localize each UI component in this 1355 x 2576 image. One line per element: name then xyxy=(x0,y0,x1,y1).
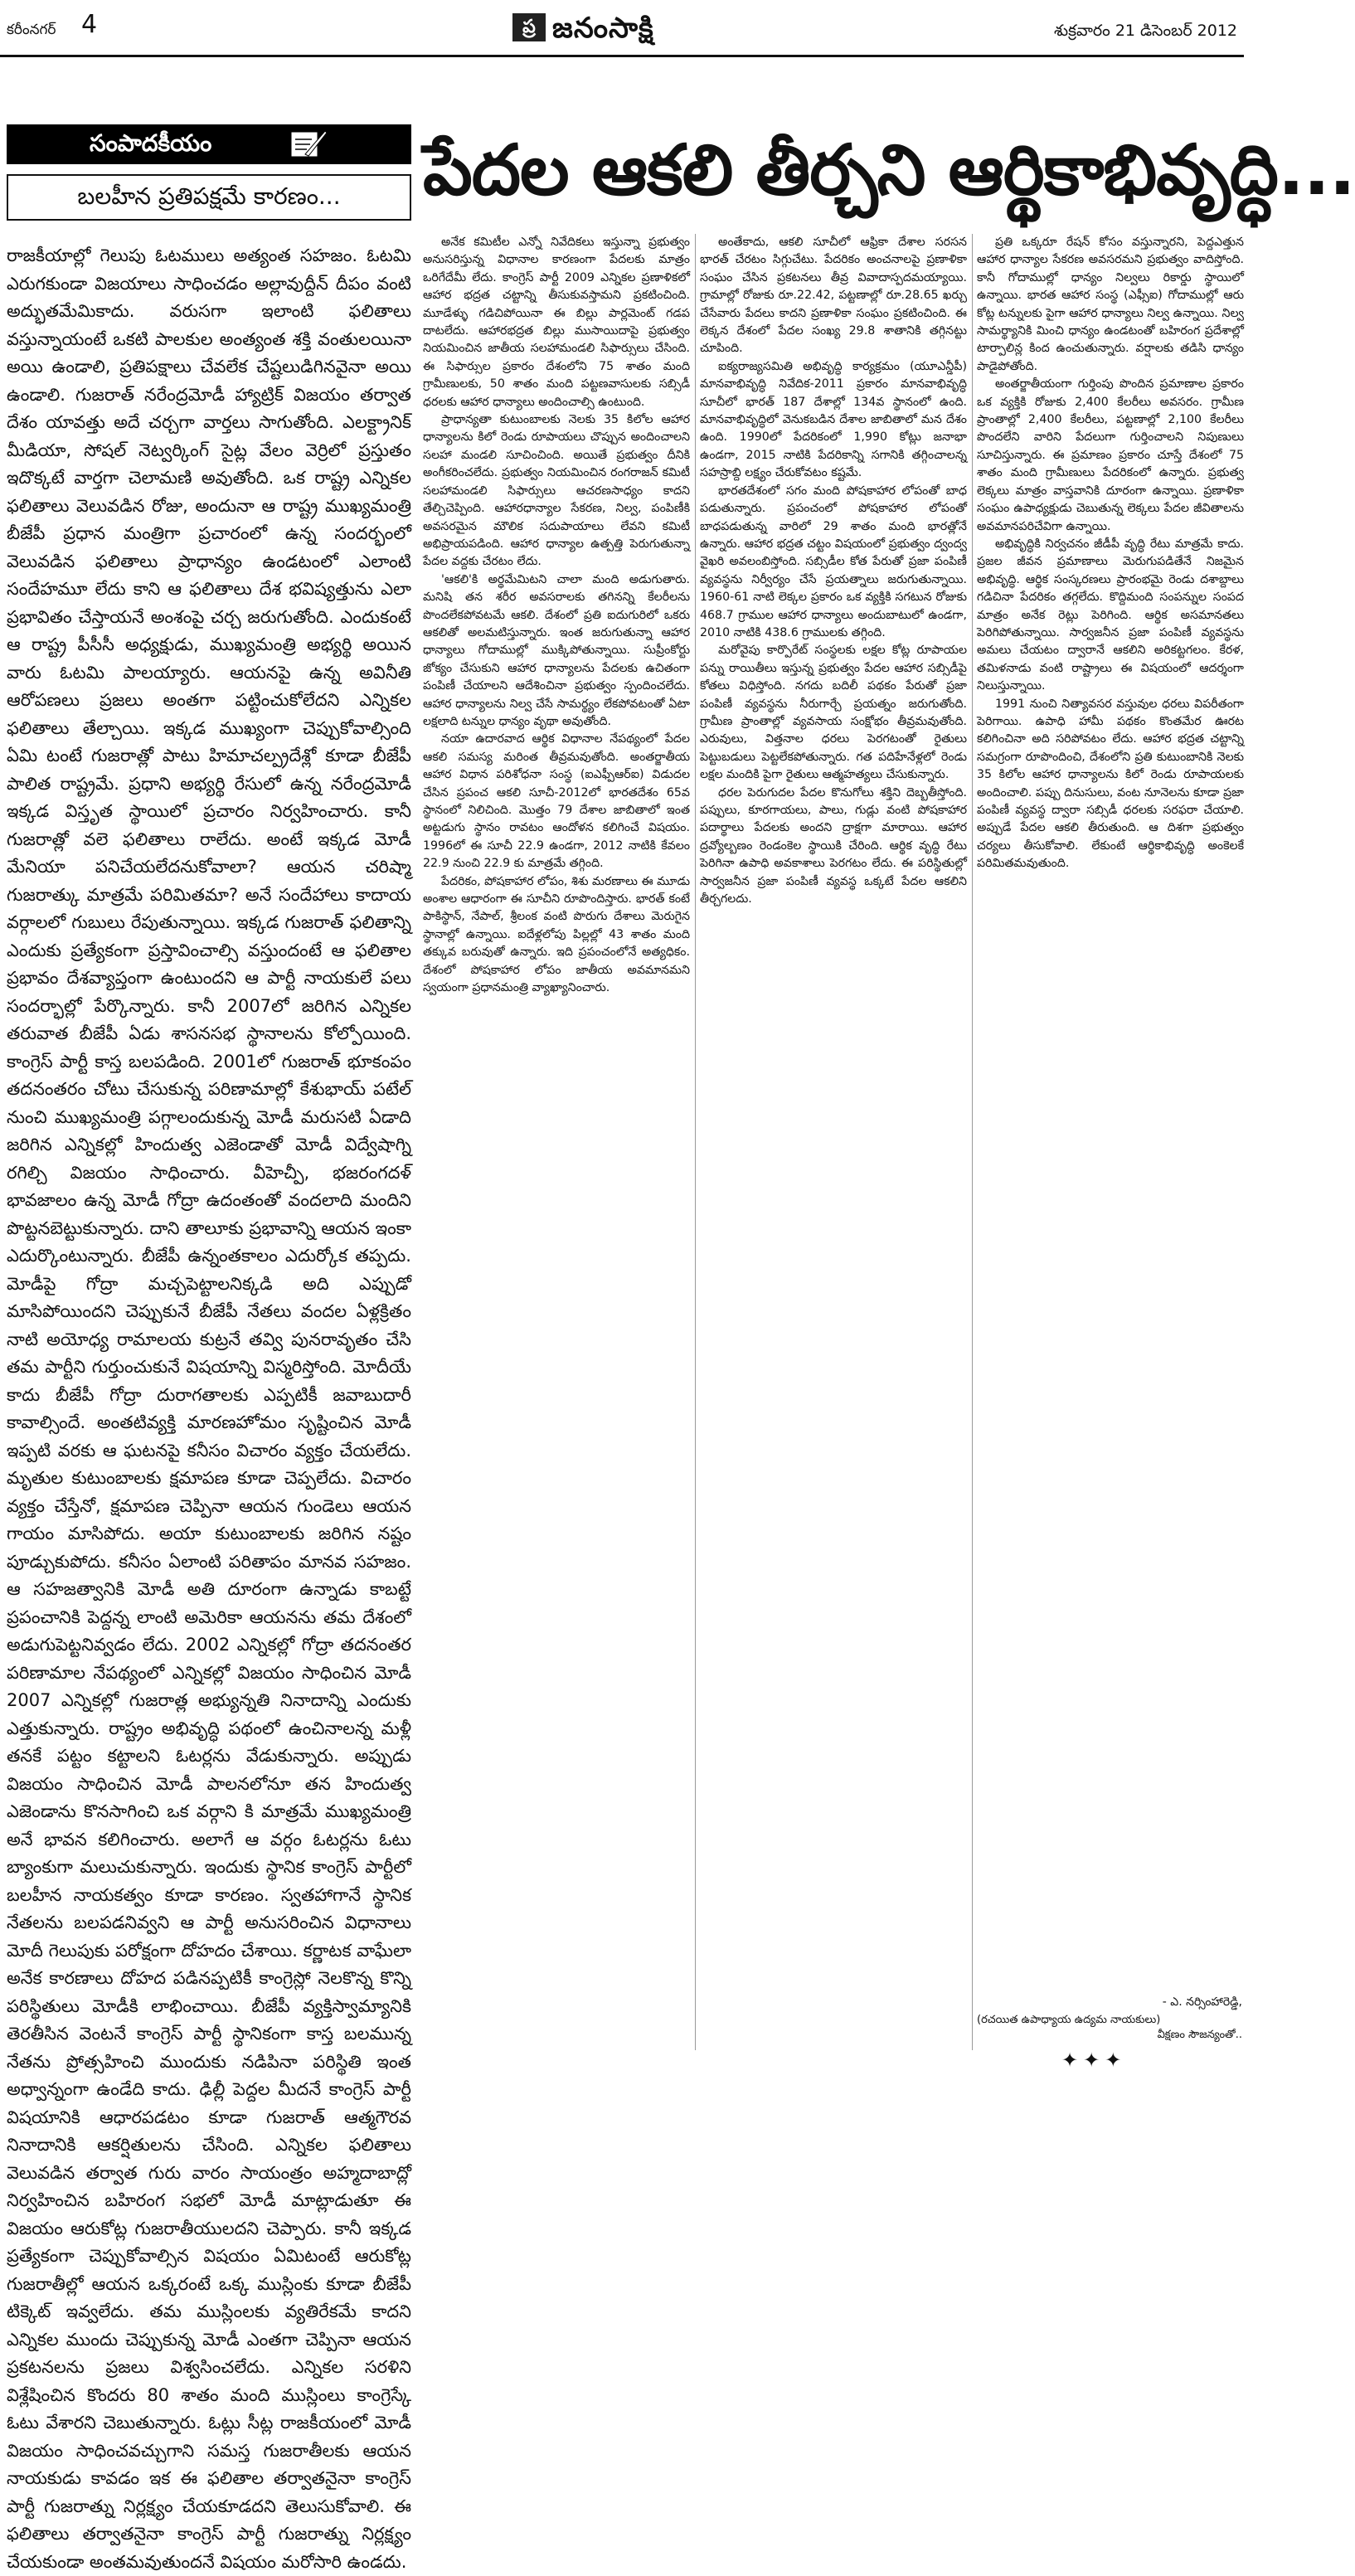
article-paragraph: ఐక్యరాజ్యసమితి అభివృద్ధి కార్యక్రమం (యూఎన్డీపీ) మానవాభివృద్ధి నివేదిక-2011 ప్రకారం మానవాభివృద్ధి సూచీలో భారత్ 187 దేశాల్లో 134వ స్థానంలో ఉంది. మానవాభివృద్ధిలో వెనుకబడిన దేశాల జాబితాలో మన దేశం ఉంది. 1990లో పేదరికంలో 1,990 కోట్లు జనాభా ఉండగా, 2015 నాటికి పేదరికాన్ని సగానికి తగ్గించాలన్న సహస్రాబ్ది లక్ష్యం చేరుకోవటం కష్టమే. xyxy=(700,359,967,480)
editorial-body: రాజకీయాల్లో గెలుపు ఓటములు అత్యంత సహజం. ఓటమి ఎరుగకుండా విజయాలు సాధించడం అల్లావుద్దీన్ దీపం వంటి అద్భుతమేమికాదు. వరుసగా ఇలాంటి ఫలితాలు వస్తున్నాయంటే ఒకటి పాలకుల అంత్యంత శక్తి వంతులయినా అయి ఉండాలి, ప్రతిపక్షాలు చేవలేక చేష్టలుడిగినవైనా అయి ఉండాలి. గుజరాత్ నరేంద్రమోడీ హ్యాట్రిక్ విజయం తర్వాత దేశం యావత్తు అదే చర్చగా వార్తలు సాగుతోంది. ఎలక్ట్రానిక్ మీడియా, సోషల్ నెట్వర్కింగ్ సైట్ల వేలం వెర్రిలో ప్రస్తుతం ఇదొక్కటే వార్తగా చెలామణి అవుతోంది. ఒక రాష్ట్ర ఎన్నికల ఫలితాలు వెలువడిన రోజు, అందునా ఆ రాష్ట్ర ముఖ్యమంత్రి బీజేపీ ప్రధాన మంత్రిగా ప్రచారంలో ఉన్న సందర్భంలో వెలువడిన ఫలితాలు ప్రాధాన్యం ఉండటంలో ఎలాంటి సందేహమూ లేదు కాని ఆ ఫలితాలు దేశ భవిష్యత్తును ఎలా ప్రభావితం చేస్తాయనే అంశంపై చర్చ జరుగుతోంది. ఎందుకంటే ఆ రాష్ట్ర పీసీసీ అధ్యక్షుడు, ముఖ్యమంత్రి అభ్యర్థి అయిన వారు ఓటమి పాలయ్యారు. ఆయనపై ఉన్న అవినీతి ఆరోపణలు ప్రజలు అంతగా పట్టించుకోలేదని ఎన్నికల ఫలితాలు తేల్చాయి. ఇక్కడ ముఖ్యంగా చెప్పుకోవాల్సింది ఏమి టంటే గుజరాత్లో పాటు హిమాచల్ప్రదేశ్లో కూడా బీజేపీ పాలిత రాష్ట్రమే. ప్రధాని అభ్యర్థి రేసులో ఉన్న నరేంద్రమోడీ ఇక్కడ విస్తృత స్థాయిలో ప్రచారం నిర్వహించారు. కానీ గుజరాత్లో వలె ఫలితాలు రాలేదు. అంటే ఇక్కడ మోడీ మేనియా పనిచేయలేదనుకోవాలా? ఆయన చరిష్మా గుజరాత్కు మాత్రమే పరిమితమా? అనే సందేహాలు కాదాయ వర్గాలలో గుబులు రేపుతున్నాయి. ఇక్కడ గుజరాత్ ఫలితాన్ని ఎందుకు ప్రత్యేకంగా ప్రస్తావించాల్సి వస్తుందంటే ఆ ఫలితాల ప్రభావం దేశవ్యాప్తంగా ఉంటుందని ఆ పార్టీ నాయకులే పలు సందర్భాల్లో పేర్కొన్నారు. కానీ 2007లో జరిగిన ఎన్నికల తరువాత బీజేపీ ఏడు శాసనసభ స్థానాలను కోల్పోయింది. కాంగ్రెస్ పార్టీ కాస్త బలపడింది. 2001లో గుజరాత్ భూకంపం తదనంతరం చోటు చేసుకున్న పరిణామాల్లో కేశుభాయ్ పటేల్ నుంచి ముఖ్యమంత్రి పగ్గాలందుకున్న మోడీ మరుసటి ఏడాది జరిగిన ఎన్నికల్లో హిందుత్వ ఎజెండాతో మోడీ విద్వేషాగ్ని రగిల్చి విజయం సాధించారు. వీహెచ్పీ, భజరంగదళ్ భావజాలం ఉన్న మోడీ గోద్రా ఉదంతంతో వందలాది మందిని పొట్టనబెట్టుకున్నారు. దాని తాలూకు ప్రభావాన్ని ఆయన ఇంకా ఎదుర్కొంటున్నారు. బీజేపీ ఉన్నంతకాలం ఎదుర్కోక తప్పదు. మోడీపై గోద్రా మచ్చపెట్టాలనిక్కడి అది ఎప్పుడో మాసిపోయిందని చెప్పుకునే బీజేపీ నేతలు వందల ఏళ్లక్రితం నాటి అయోధ్య రామాలయ కుట్రనే తవ్వి పునరావృతం చేసి తమ పార్టీని గుర్తుంచుకునే విషయాన్ని విస్మరిస్తోంది. మోదీయే కాదు బీజేపీ గోద్రా దురాగతాలకు ఎప్పటికీ జవాబుదారీ కావాల్సిందే. అంతటివ్యక్తి మారణహోమం సృష్టించిన మోడీ ఇప్పటి వరకు ఆ ఘటనపై కనీసం విచారం వ్యక్తం చేయలేదు. మృతుల కుటుంబాలకు క్షమాపణ కూడా చెప్పలేదు. విచారం వ్యక్తం చేస్తేనో, క్షమాపణ చెప్పినా ఆయన గుండెలు ఆయన గాయం మాసిపోదు. అయా కుటుంబాలకు జరిగిన నష్టం పూడ్చుకుపోదు. కనీసం ఏలాంటి పరితాపం మానవ సహజం. ఆ సహజత్వానికి మోడీ అతి దూరంగా ఉన్నాడు కాబట్టే ప్రపంచానికి పెద్దన్న లాంటి అమెరికా ఆయనను తమ దేశంలో అడుగుపెట్టనివ్వడం లేదు. 2002 ఎన్నికల్లో గోద్రా తదనంతర పరిణామాల నేపథ్యంలో ఎన్నికల్లో విజయం సాధించిన మోడీ 2007 ఎన్నికల్లో గుజరాత్ల అభ్యున్నతి నినాదాన్ని ఎందుకు ఎత్తుకున్నారు. రాష్ట్రం అభివృద్ధి పథంలో ఉంచినాలన్న మళ్లీ తనకే పట్టం కట్టాలని ఓటర్లను వేడుకున్నారు. అప్పుడు విజయం సాధించిన మోడీ పాలనలోనూ తన హిందుత్వ ఎజెండాను కొనసాగించి ఒక వర్గాని కి మాత్రమే ముఖ్యమంత్రి అనే భావన కలిగించారు. అలాగే ఆ వర్గం ఓటర్లను ఓటు బ్యాంకుగా మలుచుకున్నారు. ఇందుకు స్థానిక కాంగ్రెస్ పార్టీలో బలహీన నాయకత్వం కూడా కారణం. స్వతహాగానే స్థానిక నేతలను బలపడనివ్వని ఆ పార్టీ అనుసరించిన విధానాలు మోదీ గెలుపుకు పరోక్షంగా దోహదం చేశాయి. కర్ణాటక వాఘేలా అనేక కారణాలు దోహద పడినప్పటికీ కాంగ్రెస్లో నెలకొన్న కొన్ని పరిస్థితులు మోడీకి లాభించాయి. బీజేపీ వ్యక్తిస్వామ్యానికి తెరతీసిన వెంటనే కాంగ్రెస్ పార్టీ స్థానికంగా కాస్త బలమున్న నేతను ప్రోత్సహించి ముందుకు నడిపినా పరిస్థితి ఇంత అధ్వాన్నంగా ఉండేది కాదు. ఢిల్లీ పెద్దల మీదనే కాంగ్రెస్ పార్టీ విషయానికి ఆధారపడటం కూడా గుజరాత్ ఆత్మగౌరవ నినాదానికి ఆకర్షితులను చేసింది. ఎన్నికల ఫలితాలు వెలువడిన తర్వాత గురు వారం సాయంత్రం అహ్మదాబాద్లో నిర్వహించిన బహిరంగ సభలో మోడీ మాట్లాడుతూ ఈ విజయం ఆరుకోట్ల గుజరాతీయులదని చెప్పారు. కానీ ఇక్కడ ప్రత్యేకంగా చెప్పుకోవాల్సిన విషయం ఏమిటంటే ఆరుకోట్ల గుజరాతీల్లో ఆయన ఒక్కరంటే ఒక్క ముస్లింకు కూడా బీజేపీ టిక్కెట్ ఇవ్వలేదు. తమ ముస్లింలకు వ్యతిరేకమే కాదని ఎన్నికల ముందు చెప్పుకున్న మోడీ ఎంతగా చెప్పినా ఆయన ప్రకటనలను ప్రజలు విశ్వసించలేదు. ఎన్నికల సరళిని విశ్లేషించిన కొందరు 80 శాతం మంది ముస్లింలు కాంగ్రెస్కే ఓటు వేశారని చెబుతున్నారు. ఓట్లు సీట్ల రాజకీయంలో మోడీ విజయం సాధించవచ్చుగాని సమస్త గుజరాతీలకు ఆయన నాయకుడు కావడం ఇక ఈ ఫలితాల తర్వాతనైనా కాంగ్రెస్ పార్టీ గుజరాత్ను నిర్లక్ష్యం చేయకూడదని తెలుసుకోవాలి. ఈ ఫలితాలు తర్వాతనైనా కాంగ్రెస్ పార్టీ గుజరాత్ను నిర్లక్ష్యం చేయకుండా అంతమవుతుందనే విషయం మరోసారి ఉండదు. xyxy=(7,245,411,2572)
masthead xyxy=(0,0,1244,58)
article-paragraph: 'ఆకలి'కి అర్థమేమిటని చాలా మంది అడుగుతారు. మనిషి తన శరీర అవసరాలకు తగినన్ని కేలరీలను పొందలేకపోవటమే ఆకలి. దేశంలో ప్రతి ఐదుగురిలో ఒకరు ఆకలితో అలమటిస్తున్నారు. ఇంత జరుగుతున్నా ఆహార ధాన్యాలు గోదాముల్లో ముక్కిపోతున్నాయి. సుప్రీంకోర్టు జోక్యం చేసుకుని ఆహార ధాన్యాలను పేదలకు ఉచితంగా పంపిణీ చేయాలని ఆదేశించినా ప్రభుత్వం స్పందించలేదు. ఆహార ధాన్యాలను నిల్వ చేసే సామర్థ్యం లేకపోవటంతో ఏటా లక్షలాది టన్నుల ధాన్యం వృథా అవుతోంది. xyxy=(423,572,690,728)
article-paragraph: నయా ఉదారవాద ఆర్థిక విధానాల నేపథ్యంలో పేదల ఆకలి సమస్య మరింత తీవ్రమవుతోంది. అంతర్జాతీయ ఆహార విధాన పరిశోధనా సంస్థ (ఐఎఫ్పీఆర్ఐ) విడుదల చేసిన ప్రపంచ ఆకలి సూచీ-2012లో భారతదేశం 65వ స్థానంలో నిలిచింది. మొత్తం 79 దేశాల జాబితాలో ఇంత అట్టడుగు స్థానం రావటం ఆందోళన కలిగించే విషయం. 1996లో ఈ సూచీ 22.9 ఉండగా, 2012 నాటికి కేవలం 22.9 నుంచి 22.9 కు మాత్రమే తగ్గింది. xyxy=(423,732,690,871)
article-headline-box xyxy=(423,121,1355,219)
author-note-credit: వీక్షణం సౌజన్యంతో.. xyxy=(1157,2029,1242,2041)
quill-pen-icon xyxy=(289,128,328,161)
newspaper-logo xyxy=(512,8,736,46)
article-paragraph: 1991 నుంచి నిత్యావసర వస్తువుల ధరలు విపరీతంగా పెరిగాయి. ఉపాధి హామీ పథకం కొంతమేర ఊరట కలిగించినా అది సరిపోవటం లేదు. ఆహార భద్రత చట్టాన్ని సమగ్రంగా రూపొందించి, దేశంలోని ప్రతి కుటుంబానికి నెలకు 35 కిలోల ఆహార ధాన్యాలను కిలో రెండు రూపాయలకు అందించాలి. పప్పు దినుసులు, వంట నూనెలను కూడా ప్రజా పంపిణీ వ్యవస్థ ద్వారా సబ్సిడీ ధరలకు సరఫరా చేయాలి. అప్పుడే పేదల ఆకలి తీరుతుంది. ఆ దిశగా ప్రభుత్వం చర్యలు తీసుకోవాలి. లేకుంటే ఆర్థికాభివృద్ధి అంకెలకే పరిమితమవుతుంది. xyxy=(977,697,1244,871)
article-paragraph: ప్రాధాన్యతా కుటుంబాలకు నెలకు 35 కిలోల ఆహార ధాన్యాలను కిలో రెండు రూపాయలు చొప్పున అందించాలని సలహా మండలి సూచించింది. అయితే ప్రభుత్వం దీనికి అంగీకరించలేదు. ప్రభుత్వం నియమించిన రంగరాజన్ కమిటీ సలహామండలి సిఫార్సులు ఆచరణసాధ్యం కాదని తేల్చిచెప్పింది. ఆహారధాన్యాల సేకరణ, నిల్వ, పంపిణీకి అవసరమైన మౌలిక సదుపాయాలు లేవని కమిటీ అభిప్రాయపడింది. ఆహార ధాన్యాల ఉత్పత్తి పెరుగుతున్నా పేదల వద్దకు చేరటం లేదు. xyxy=(423,413,690,569)
article-headline: పేదల ఆకలి తీర్చని ఆర్థికాభివృద్ధి... xyxy=(423,129,1355,211)
article-column-3 xyxy=(977,234,1244,1984)
article-column-1 xyxy=(423,234,690,2058)
article-paragraph: భారతదేశంలో సగం మంది పోషకాహార లోపంతో బాధ పడుతున్నారు. ప్రపంచంలో పోషకాహార లోపంతో బాధపడుతున్న వారిలో 29 శాతం మంది భారత్లోనే ఉన్నారు. ఆహార భద్రత చట్టం విషయంలో ప్రభుత్వం ద్వంద్వ వైఖరి అవలంబిస్తోంది. సబ్సిడీల కోత పేరుతో ప్రజా పంపిణీ వ్యవస్థను నిర్వీర్యం చేసే ప్రయత్నాలు జరుగుతున్నాయి. 1960-61 నాటి లెక్కల ప్రకారం ఒక వ్యక్తికి సగటున రోజుకు 468.7 గ్రాముల ఆహార ధాన్యాలు అందుబాటులో ఉండగా, 2010 నాటికి 438.6 గ్రాములకు తగ్గింది. xyxy=(700,484,967,639)
article-paragraph: అనేక కమిటీల ఎన్నో నివేదికలు ఇస్తున్నా ప్రభుత్వం అనుసరిస్తున్న విధానాల కారణంగా పేదలకు మాత్రం ఒరిగేదేమీ లేదు. కాంగ్రెస్ పార్టీ 2009 ఎన్నికల ప్రణాళికలో ఆహార భద్రత చట్టాన్ని తీసుకువస్తామని ప్రకటించింది. మూడేళ్ళు గడిచిపోయినా ఈ బిల్లు పార్లమెంట్ గడప దాటలేదు. ఆహారభద్రత బిల్లు ముసాయిదాపై ప్రభుత్వం నియమించిన జాతీయ సలహామండలి సిఫార్సులు చేసింది. ఈ సిఫార్సుల ప్రకారం దేశంలోని 75 శాతం మంది గ్రామీణులకు, 50 శాతం మంది పట్టణవాసులకు సబ్సిడీ ధరలకు ఆహార ధాన్యాలు అందించాల్సి ఉంటుంది. xyxy=(423,236,690,409)
article-paragraph: అభివృద్ధికి నిర్వచనం జీడీపీ వృద్ధి రేటు మాత్రమే కాదు. ప్రజల జీవన ప్రమాణాలు మెరుగుపడితేనే నిజమైన అభివృద్ధి. ఆర్థిక సంస్కరణలు ప్రారంభమై రెండు దశాబ్దాలు గడిచినా పేదరికం తగ్గలేదు. కొద్దిమంది సంపన్నుల సంపద మాత్రం అనేక రెట్లు పెరిగింది. ఆర్థిక అసమానతలు పెరిగిపోతున్నాయి. సార్వజనీన ప్రజా పంపిణీ వ్యవస్థను అమలు చేయటం ద్వారానే ఆకలిని అరికట్టగలం. కేరళ, తమిళనాడు వంటి రాష్ట్రాలు ఈ విషయంలో ఆదర్శంగా నిలుస్తున్నాయి. xyxy=(977,537,1244,693)
author-note-role: (రచయిత ఉపాధ్యాయ ఉద్యమ నాయకులు) xyxy=(977,2014,1161,2026)
logo-mark-icon: ప్ర xyxy=(512,13,546,41)
page-number: 4 xyxy=(81,10,98,39)
editorial-title: బలహీన ప్రతిపక్షమే కారణం... xyxy=(77,182,341,210)
editorial-banner xyxy=(7,124,411,164)
author-note xyxy=(977,2014,1242,2044)
article-paragraph: ధరల పెరుగుదల పేదల కొనుగోలు శక్తిని దెబ్బతీస్తోంది. పప్పులు, కూరగాయలు, పాలు, గుడ్లు వంటి పోషకాహార పదార్థాలు పేదలకు అందని ద్రాక్షగా మారాయి. ఆహార ద్రవ్యోల్బణం రెండంకెల స్థాయికి చేరింది. ఆర్థిక వృద్ధి రేటు పెరిగినా ఉపాధి అవకాశాలు పెరగటం లేదు. ఈ పరిస్థితుల్లో సార్వజనీన ప్రజా పంపిణీ వ్యవస్థ ఒక్కటే పేదల ఆకలిని తీర్చగలదు. xyxy=(700,785,967,906)
logo-text: జనంసాక్షి xyxy=(552,12,654,45)
end-mark-icon: ✦✦✦ xyxy=(1061,2049,1127,2072)
article-paragraph: అంతేకాదు, ఆకలి సూచీలో ఆఫ్రికా దేశాల సరసన భారత్ చేరటం సిగ్గుచేటు. పేదరికం అంచనాలపై ప్రణాళికా సంఘం చేసిన ప్రకటనలు తీవ్ర వివాదాస్పదమయ్యాయి. గ్రామాల్లో రోజుకు రూ.22.42, పట్టణాల్లో రూ.28.65 ఖర్చు చేసేవారు పేదలు కాదని ప్రణాళికా సంఘం ప్రకటించింది. ఈ లెక్కన దేశంలో పేదల సంఖ్య 29.8 శాతానికి తగ్గినట్టు చూపింది. xyxy=(700,236,967,356)
author-byline: - ఎ. నర్సింహారెడ్డి, xyxy=(1162,1995,1242,2009)
editorial-header xyxy=(7,124,411,164)
column-divider xyxy=(972,234,973,2050)
article-paragraph: పేదరికం, పోషకాహార లోపం, శిశు మరణాలు ఈ మూడు అంశాల ఆధారంగా ఈ సూచీని రూపొందిస్తారు. భారత్ కంటే పాకిస్థాన్, నేపాల్, శ్రీలంక వంటి పొరుగు దేశాలు మెరుగైన స్థానాల్లో ఉన్నాయి. ఐదేళ్లలోపు పిల్లల్లో 43 శాతం మంది తక్కువ బరువుతో ఉన్నారు. ఇది ప్రపంచంలోనే అత్యధికం. దేశంలో పోషకాహార లోపం జాతీయ అవమానమని స్వయంగా ప్రధానమంత్రి వ్యాఖ్యానించారు. xyxy=(423,874,690,995)
article-paragraph: ప్రతి ఒక్కరూ రేషన్ కోసం వస్తున్నారని, పెద్దఎత్తున ఆహార ధాన్యాల సేకరణ అవసరమని ప్రభుత్వం వాదిస్తోంది. కానీ గోదాముల్లో ధాన్యం నిల్వలు రికార్డు స్థాయిలో ఉన్నాయి. భారత ఆహార సంస్థ (ఎఫ్సీఐ) గోదాముల్లో ఆరు కోట్ల టన్నులకు పైగా ఆహార ధాన్యాలు నిల్వ ఉన్నాయి. నిల్వ సామర్థ్యానికి మించి ధాన్యం ఉండటంతో బహిరంగ ప్రదేశాల్లో టార్పాలిన్ల కింద ఉంచుతున్నారు. వర్షాలకు తడిసి ధాన్యం పాడైపోతోంది. xyxy=(977,236,1244,373)
article-paragraph: మరోవైపు కార్పొరేట్ సంస్థలకు లక్షల కోట్ల రూపాయల పన్ను రాయితీలు ఇస్తున్న ప్రభుత్వం పేదల ఆహార సబ్సిడీపై కోతలు విధిస్తోంది. నగదు బదిలీ పథకం పేరుతో ప్రజా పంపిణీ వ్యవస్థను నీరుగార్చే ప్రయత్నం జరుగుతోంది. గ్రామీణ ప్రాంతాల్లో వ్యవసాయ సంక్షోభం తీవ్రమవుతోంది. ఎరువులు, విత్తనాల ధరలు పెరగటంతో రైతులు పెట్టుబడులు పెట్టలేకపోతున్నారు. గత పదిహేనేళ్లలో రెండు లక్షల మందికి పైగా రైతులు ఆత్మహత్యలు చేసుకున్నారు. xyxy=(700,644,967,782)
article-paragraph: అంతర్జాతీయంగా గుర్తింపు పొందిన ప్రమాణాల ప్రకారం ఒక వ్యక్తికి రోజుకు 2,400 కేలరీలు అవసరం. గ్రామీణ ప్రాంతాల్లో 2,400 కేలరీలు, పట్టణాల్లో 2,100 కేలరీలు పొందలేని వారిని పేదలుగా గుర్తించాలని నిపుణులు సూచిస్తున్నారు. ఈ ప్రమాణం ప్రకారం చూస్తే దేశంలో 75 శాతం మంది గ్రామీణులు పేదరికంలో ఉన్నారు. ప్రభుత్వ లెక్కలు మాత్రం వాస్తవానికి దూరంగా ఉన్నాయి. ప్రణాళికా సంఘం ఉపాధ్యక్షుడు చెబుతున్న లెక్కలు పేదల జీవితాలను అవమానపరిచేవిగా ఉన్నాయి. xyxy=(977,377,1244,533)
editorial-title-box xyxy=(7,174,411,221)
column-divider xyxy=(695,234,696,2050)
issue-date: శుక్రవారం 21 డిసెంబర్ 2012 xyxy=(1054,22,1237,40)
masthead-rule xyxy=(0,55,1244,57)
page-place: కరీంనగర్ xyxy=(7,22,56,38)
article-column-2 xyxy=(700,234,967,2058)
editorial-banner-label: సంపాదకీయం xyxy=(90,129,212,157)
